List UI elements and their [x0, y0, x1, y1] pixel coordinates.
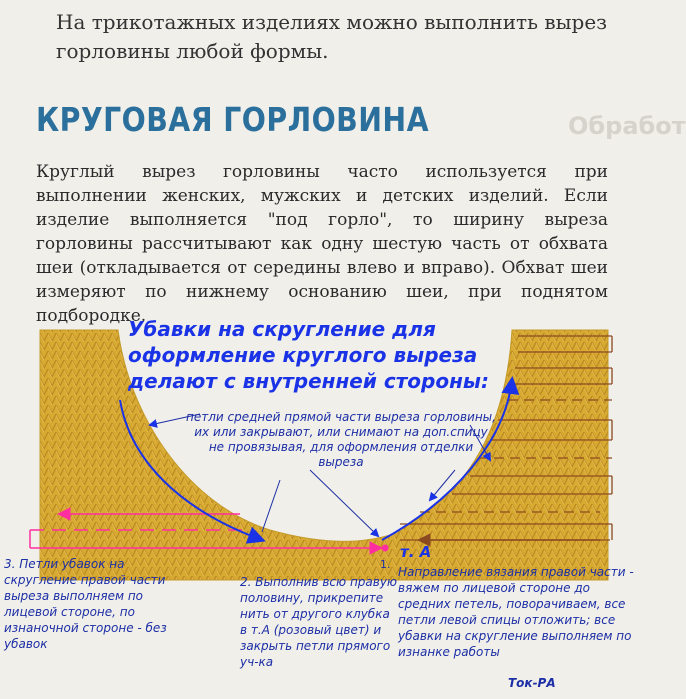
step-number-1: 1. — [380, 558, 391, 571]
diagram-title: Убавки на скругление для оформление круглого выреза делают с внутренней стороны: — [128, 317, 489, 393]
note-step-3: 3. Петли убавок на скругление правой части выреза выполняем по лицевой стороне, по изнаночной стороне - без убавок — [4, 557, 167, 651]
ghost-heading-fragment: Обработ — [568, 112, 686, 140]
point-a-dot — [382, 545, 389, 552]
note-step-1: Направление вязания правой части - вяжем по лицевой стороне до средних петель, поворачиваем, все петли левой спицы отложить; все убавки на скругление выполняем по изнанке работы — [398, 565, 634, 659]
intro-text: На трикотажных изделиях можно выполнить вырез горловины любой формы. — [56, 10, 608, 63]
note-step-2: 2. Выполнив всю правую половину, прикрепите нить от другого клубка в т.А (розовый цвет) и закрыть петли прямого уч-ка — [240, 575, 398, 669]
point-a-label: т. А — [400, 543, 432, 561]
middle-stitches-callout: петли средней прямой части выреза горловины, их или закрывают, или снимают на доп.спицу не провязывая, для оформления отделки выреза — [186, 410, 496, 469]
author-signature: Ток-РА — [508, 676, 556, 690]
body-paragraph: Круглый вырез горловины часто используется при выполнении женских, мужских и детских изделий. Если изделие выполняется "под горло", то ширину выреза горловины рассчитывают как одну шестую часть от обхвата шеи (откладывается от середины влево и вправо). Обхват шеи измеряют по нижнему основанию шеи, при поднятом подбородке. — [36, 162, 608, 326]
section-heading: КРУГОВАЯ ГОРЛОВИНА — [36, 100, 429, 139]
